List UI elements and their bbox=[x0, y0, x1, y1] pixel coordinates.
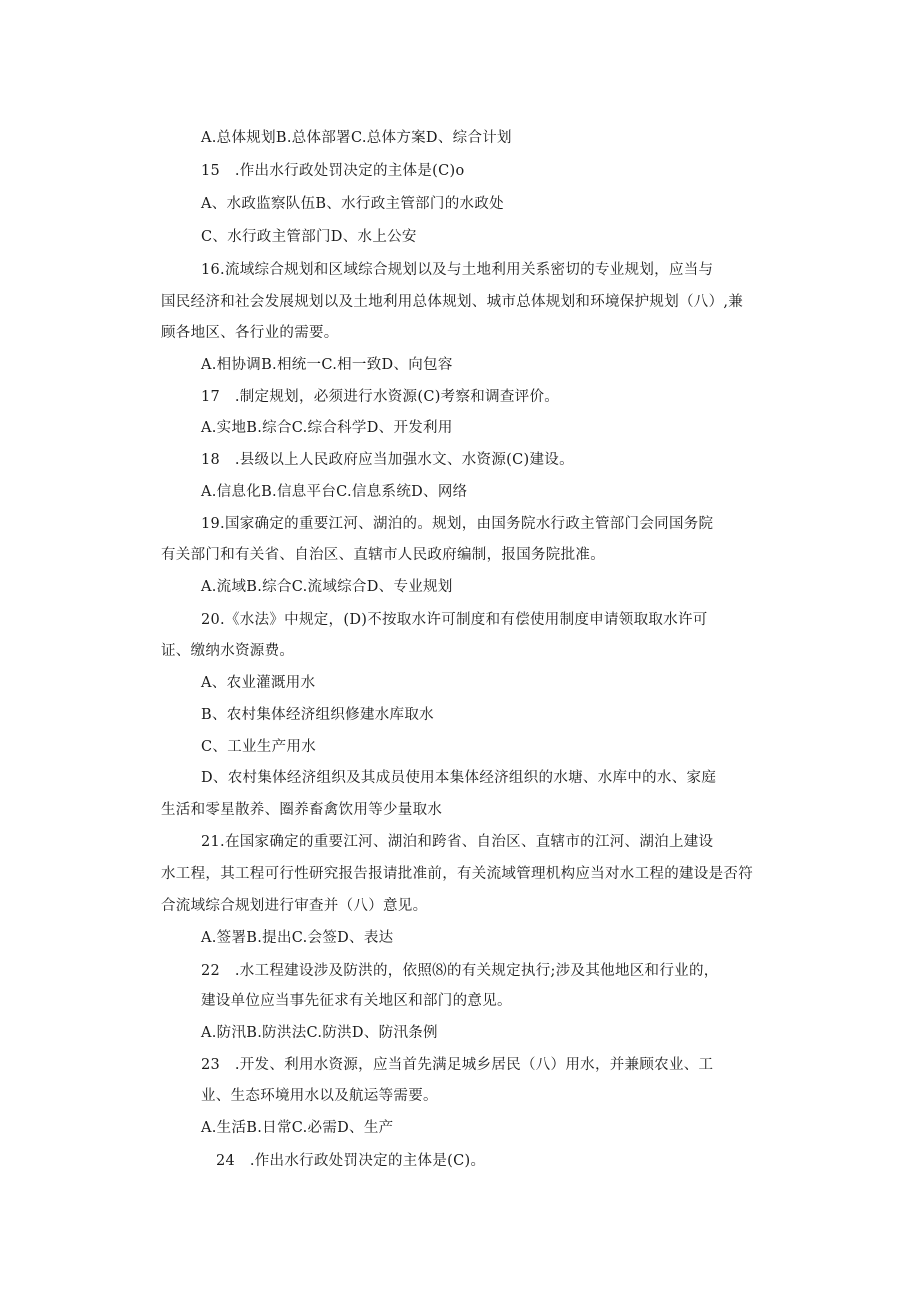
answer-option-20-c: C、工业生产用水 bbox=[201, 739, 316, 755]
question-23-line-2: 业、生态环境用水以及航运等需要。 bbox=[201, 1088, 438, 1104]
answer-options-15-cd: C、水行政主管部门D、水上公安 bbox=[201, 229, 417, 245]
question-20-line-1: 20.《水法》中规定，(D)不按取水许可制度和有偿使用制度申请领取取水许可 bbox=[201, 612, 708, 628]
question-24: 24 .作出水行政处罚决定的主体是(C)。 bbox=[216, 1153, 486, 1169]
question-20-line-2: 证、缴纳水资源费。 bbox=[161, 643, 295, 659]
question-16-line-2: 国民经济和社会发展规划以及土地利用总体规划、城市总体规划和环境保护规划（八）,兼 bbox=[161, 294, 744, 310]
question-21-line-1: 21.在国家确定的重要江河、湖泊和跨省、自治区、直辖市的江河、湖泊上建设 bbox=[201, 834, 714, 850]
question-19-line-2: 有关部门和有关省、自治区、直辖市人民政府编制，报国务院批准。 bbox=[161, 547, 605, 563]
question-16-line-1: 16.流域综合规划和区域综合规划以及与土地利用关系密切的专业规划，应当与 bbox=[201, 262, 714, 278]
question-17: 17 .制定规划，必须进行水资源(C)考察和调查评价。 bbox=[201, 389, 560, 405]
answer-option-20-a: A、农业灌溉用水 bbox=[201, 675, 316, 691]
answer-options-19: A.流域B.综合C.流域综合D、专业规划 bbox=[201, 579, 453, 595]
question-23-line-1: 23 .开发、利用水资源，应当首先满足城乡居民（八）用水，并兼顾农业、工 bbox=[201, 1057, 714, 1073]
answer-options-15-ab: A、水政监察队伍B、水行政主管部门的水政处 bbox=[201, 196, 504, 212]
question-16-line-3: 顾各地区、各行业的需要。 bbox=[161, 325, 339, 341]
answer-option-20-d-line-1: D、农村集体经济组织及其成员使用本集体经济组织的水塘、水库中的水、家庭 bbox=[201, 770, 717, 786]
question-15: 15 .作出水行政处罚决定的主体是(C)o bbox=[201, 163, 465, 179]
answer-options-23: A.生活B.日常C.必需D、生产 bbox=[201, 1120, 394, 1136]
question-19-line-1: 19.国家确定的重要江河、湖泊的。规划，由国务院水行政主管部门会同国务院 bbox=[201, 516, 714, 532]
answer-option-20-d-line-2: 生活和零星散养、圈养畜禽饮用等少量取水 bbox=[161, 802, 443, 818]
question-21-line-3: 合流域综合规划进行审查并（八）意见。 bbox=[161, 898, 428, 914]
answer-option-20-b: B、农村集体经济组织修建水库取水 bbox=[201, 707, 434, 723]
question-22-line-2: 建设单位应当事先征求有关地区和部门的意见。 bbox=[201, 993, 512, 1009]
answer-options-17: A.实地B.综合C.综合科学D、开发利用 bbox=[201, 420, 453, 436]
answer-options-14: A.总体规划B.总体部署C.总体方案D、综合计划 bbox=[201, 130, 512, 146]
answer-options-16: A.相协调B.相统一C.相一致D、向包容 bbox=[201, 357, 453, 373]
answer-options-21: A.签署B.提出C.会签D、表达 bbox=[201, 930, 394, 946]
question-22-line-1: 22 .水工程建设涉及防洪的，依照⑻的有关规定执行;涉及其他地区和行业的， bbox=[201, 963, 719, 979]
question-18: 18 .县级以上人民政府应当加强水文、水资源(C)建设。 bbox=[201, 452, 574, 468]
answer-options-22: A.防汛B.防洪法C.防洪D、防汛条例 bbox=[201, 1025, 438, 1041]
answer-options-18: A.信息化B.信息平台C.信息系统D、网络 bbox=[201, 484, 468, 500]
question-21-line-2: 水工程，其工程可行性研究报告报请批准前，有关流域管理机构应当对水工程的建设是否符 bbox=[161, 866, 753, 882]
